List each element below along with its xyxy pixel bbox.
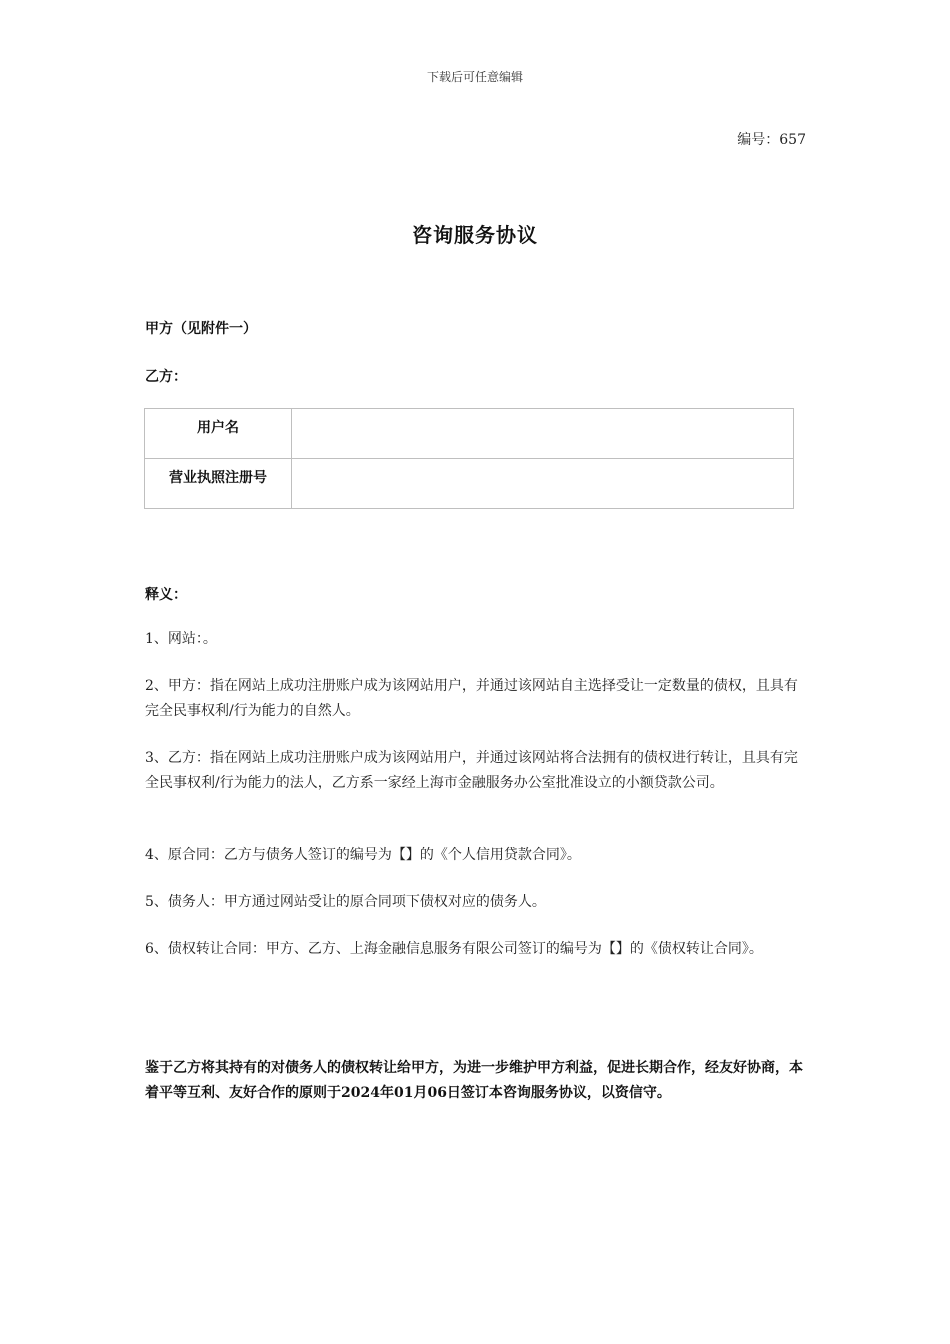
definition-item: 4、原合同：乙方与债务人签订的编号为【】的《个人信用贷款合同》。 bbox=[145, 847, 581, 863]
document-number: 编号：657 bbox=[737, 132, 806, 148]
table-row bbox=[145, 409, 794, 459]
username-value bbox=[292, 409, 794, 459]
party-b-label: 乙方： bbox=[145, 369, 187, 385]
definition-item: 6、债权转让合同：甲方、乙方、上海金融信息服务有限公司签订的编号为【】的《债权转让合同》。 bbox=[145, 941, 763, 957]
closing-paragraph: 鉴于乙方将其持有的对债务人的债权转让给甲方，为进一步维护甲方利益，促进长期合作，经友好协商，本着平等互利、友好合作的原则于2024年01月06日签订本咨询服务协议，以资信守。 bbox=[145, 1060, 803, 1101]
definition-item: 1、网站：。 bbox=[145, 631, 217, 647]
party-b-info-table bbox=[144, 408, 794, 509]
party-a-label: 甲方（见附件一） bbox=[145, 321, 257, 337]
business-license-label: 营业执照注册号 bbox=[145, 459, 292, 509]
header-note: 下载后可任意编辑 bbox=[426, 70, 523, 84]
definitions-heading: 释义： bbox=[145, 587, 187, 603]
definition-item: 3、乙方：指在网站上成功注册账户成为该网站用户，并通过该网站将合法拥有的债权进行转让，且具有完全民事权利/行为能力的法人，乙方系一家经上海市金融服务办公室批准设立的小额贷款公司。 bbox=[145, 750, 798, 791]
definition-item: 2、甲方：指在网站上成功注册账户成为该网站用户，并通过该网站自主选择受让一定数量的债权，且具有完全民事权利/行为能力的自然人。 bbox=[145, 678, 798, 719]
table-row bbox=[145, 459, 794, 509]
definition-item: 5、债务人：甲方通过网站受让的原合同项下债权对应的债务人。 bbox=[145, 894, 546, 910]
document-title: 咨询服务协议 bbox=[412, 223, 538, 247]
username-label: 用户名 bbox=[145, 409, 292, 459]
business-license-value bbox=[292, 459, 794, 509]
